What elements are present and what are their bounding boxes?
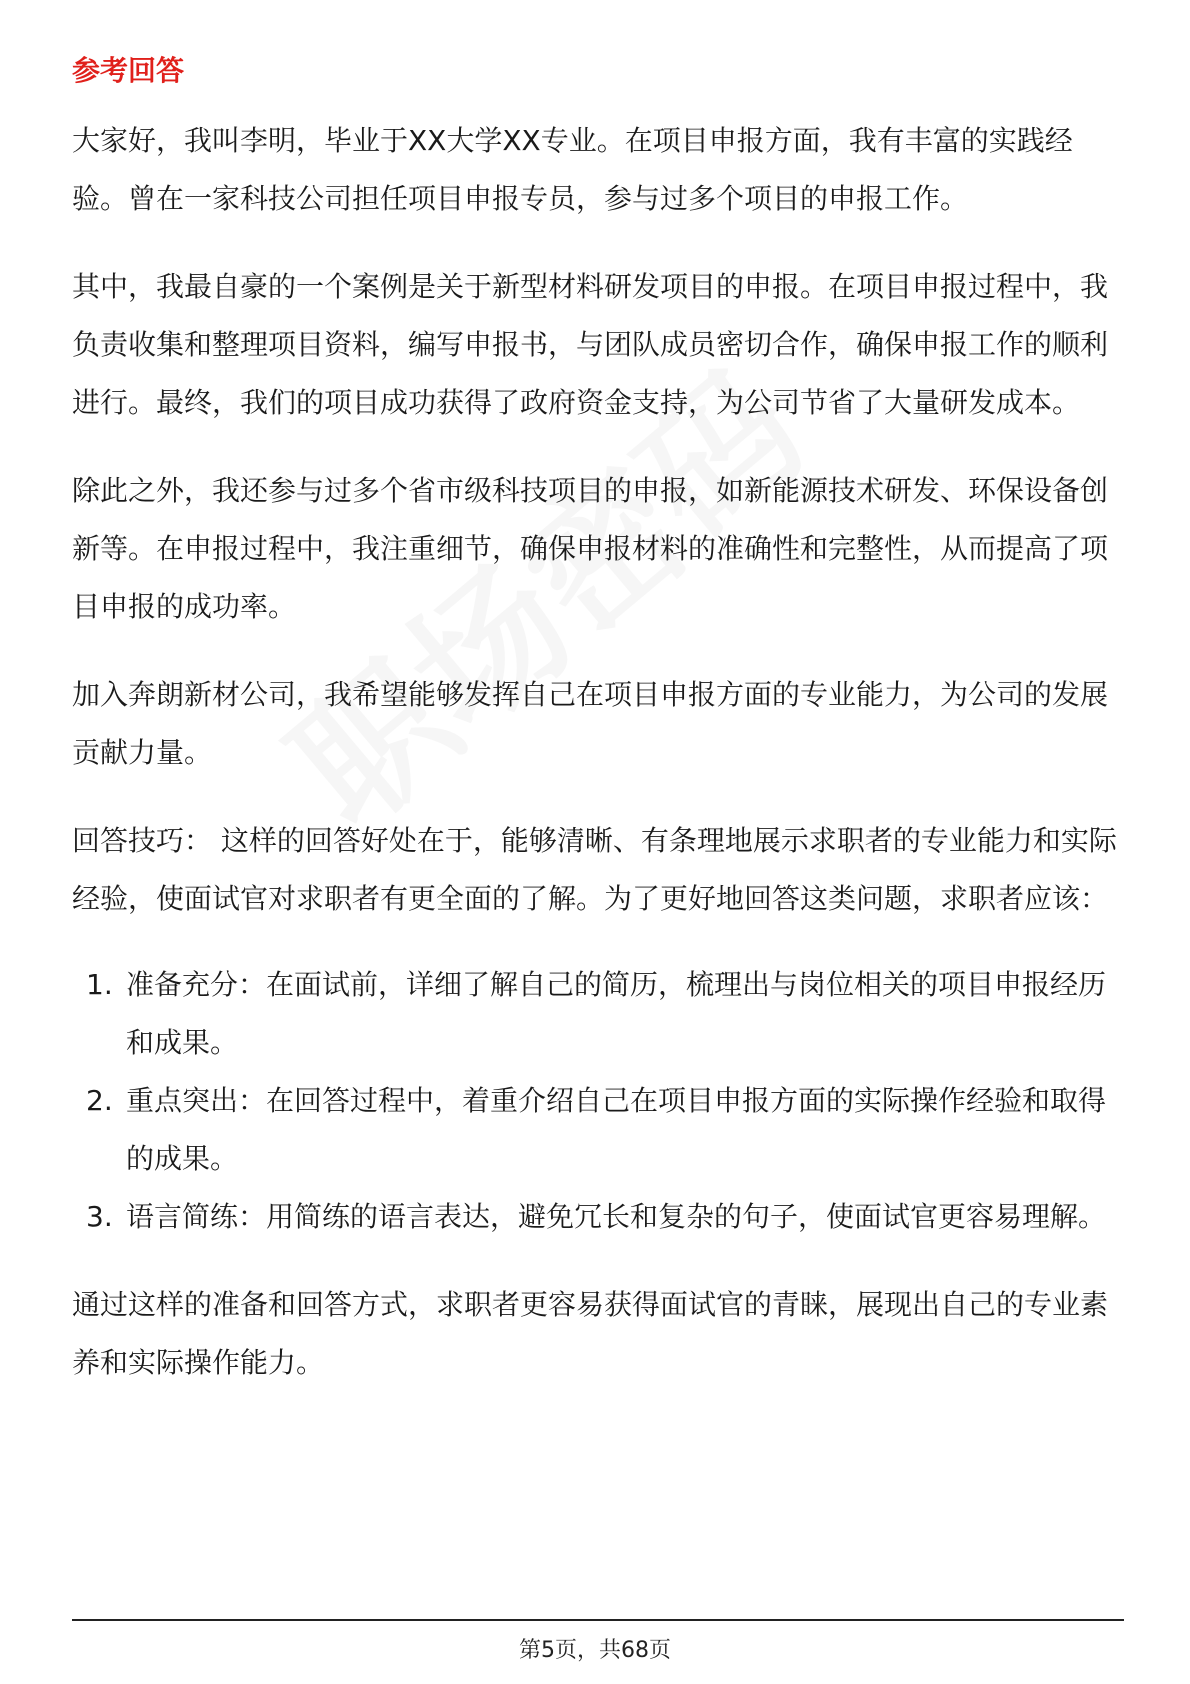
list-item [72,956,1122,1072]
section-heading: 参考回答 [72,54,185,87]
list-number: 1. [86,968,113,1001]
tips-list [72,956,1122,1246]
footer-divider [72,1619,1124,1621]
list-number: 2. [86,1084,113,1117]
paragraph-case: 其中，我最自豪的一个案例是关于新型材料研发项目的申报。在项目申报过程中，我负责收集和整理项目资料，编写申报书，与团队成员密切合作，确保申报工作的顺利进行。最终，我们的项目成功获得了政府资金支持，为公司节省了大量研发成本。 [72,270,1109,419]
list-text: 重点突出：在回答过程中，着重介绍自己在项目申报方面的实际操作经验和取得的成果。 [126,1084,1107,1175]
list-text: 准备充分：在面试前，详细了解自己的简历，梳理出与岗位相关的项目申报经历和成果。 [126,968,1107,1059]
list-item [72,1188,1122,1246]
paragraph-tips-intro: 回答技巧： 这样的回答好处在于，能够清晰、有条理地展示求职者的专业能力和实际经验，使面试官对求职者有更全面的了解。为了更好地回答这类问题，求职者应该： [72,824,1117,915]
list-item [72,1072,1122,1188]
paragraph-motivation: 加入奔朗新材公司，我希望能够发挥自己在项目申报方面的专业能力，为公司的发展贡献力量。 [72,678,1109,769]
list-text: 语言简练：用简练的语言表达，避免冗长和复杂的句子，使面试官更容易理解。 [126,1200,1107,1233]
list-number: 3. [86,1200,113,1233]
paragraph-intro: 大家好，我叫李明，毕业于XX大学XX专业。在项目申报方面，我有丰富的实践经验。曾在一家科技公司担任项目申报专员，参与过多个项目的申报工作。 [72,124,1073,215]
document-body [72,46,1122,1422]
paragraph-other-projects: 除此之外，我还参与过多个省市级科技项目的申报，如新能源技术研发、环保设备创新等。在申报过程中，我注重细节，确保申报材料的准确性和完整性，从而提高了项目申报的成功率。 [72,474,1109,623]
page-number: 第5页，共68页 [519,1638,671,1663]
paragraph-closing: 通过这样的准备和回答方式，求职者更容易获得面试官的青睐，展现出自己的专业素养和实际操作能力。 [72,1288,1109,1379]
